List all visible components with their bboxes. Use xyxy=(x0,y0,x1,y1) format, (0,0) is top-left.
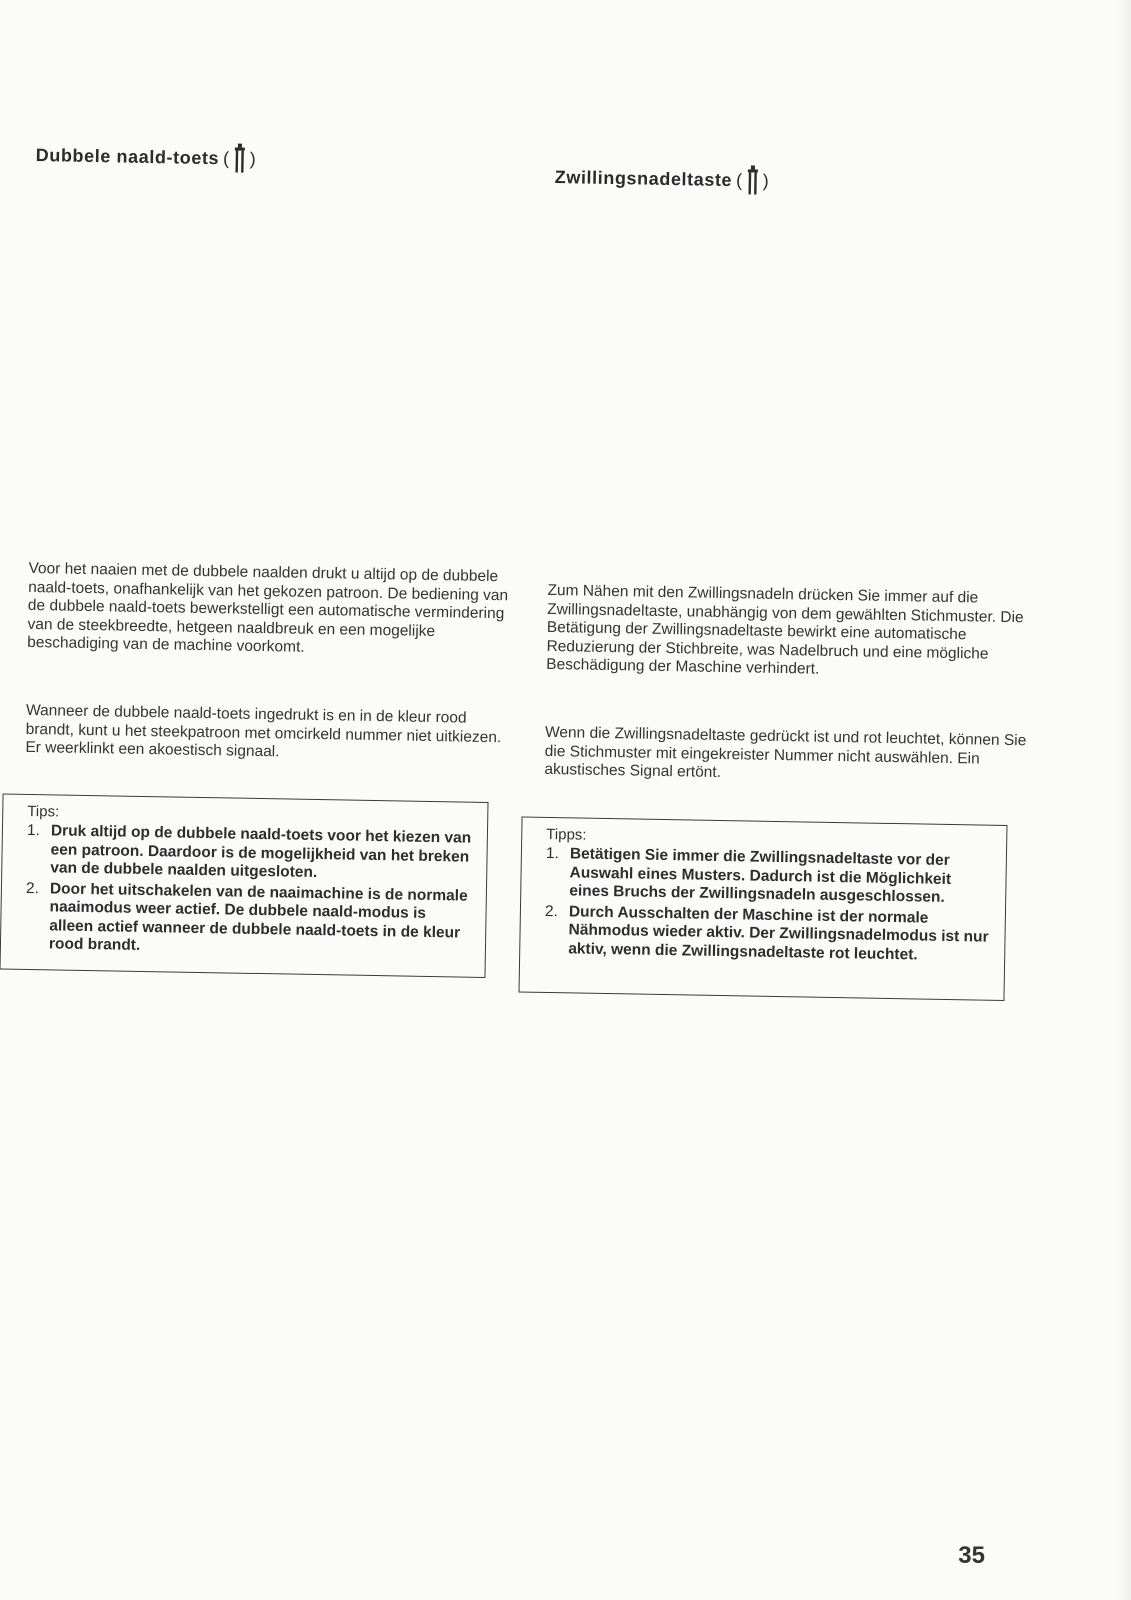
tip-number: 1. xyxy=(545,844,560,863)
tip-number: 1. xyxy=(26,821,41,840)
list-item xyxy=(545,845,994,908)
german-tips-title: Tipps: xyxy=(546,825,587,844)
german-heading-paren-close: ) xyxy=(762,170,770,191)
dutch-tips-list xyxy=(25,822,475,961)
page-number: 35 xyxy=(958,1542,985,1569)
twin-needle-icon xyxy=(746,165,759,195)
twin-needle-icon xyxy=(233,143,246,173)
dutch-column xyxy=(25,140,525,954)
german-tips-list xyxy=(544,845,994,966)
german-paragraph-2: Wenn die Zwillingsnadeltaste gedrückt ist und rot leuchtet, können Sie die Stichmuster mit eingekreister Nummer nicht auswählen. Ein akustisches Signal ertönt. xyxy=(544,723,1027,781)
dutch-paragraph-1: Voor het naaien met de dubbele naalden drukt u altijd op de dubbele naald-toets, onafhankelijk van het gekozen patroon. De bediening van de dubbele naald-toets bewerkstelligt een automatische vermindering van de steekbreedte, hetgeen naaldbreuk en een mogelijke beschadiging van de machine voorkomt. xyxy=(27,559,509,656)
dutch-tips-title: Tips: xyxy=(27,802,60,821)
tip-number: 2. xyxy=(25,879,40,897)
tip-text: Betätigen Sie immer die Zwillingsnadeltaste vor der Auswahl eines Musters. Dadurch ist die Möglichkeit eines Bruchs der Zwillingsnadeln ausgeschlossen. xyxy=(569,845,952,906)
dutch-heading-paren-close: ) xyxy=(249,148,257,169)
tip-number: 2. xyxy=(544,902,559,920)
german-heading-text: Zwillingsnadeltaste xyxy=(554,166,733,190)
german-tips-box xyxy=(519,817,1008,1001)
tip-text: Durch Ausschalten der Maschine ist der normale Nähmodus wieder aktiv. Der Zwillingsnadelmodus ist nur aktiv, wenn die Zwillingsnadeltaste rot leuchtet. xyxy=(568,902,989,963)
german-heading xyxy=(554,162,1044,201)
dutch-heading xyxy=(35,140,525,179)
german-paragraph-1: Zum Nähen mit den Zwillingsnadeln drücken Sie immer auf die Zwillingsnadeltaste, unabhängig von dem gewählten Stichmuster. Die Betätigung der Zwillingsnadeltaste bewirkt eine automatische Reduzierung der Stichbreite, was Nadelbruch und eine mögliche Beschädigung der Maschine verhindert. xyxy=(546,581,1024,678)
dutch-heading-text: Dubbele naald-toets xyxy=(35,144,220,168)
dutch-tips-box xyxy=(0,794,489,978)
tip-text: Druk altijd op de dubbele naald-toets voor het kiezen van een patroon. Daardoor is de mogelijkheid van het breken van de dubbele naalden uitgesloten. xyxy=(50,822,472,882)
list-item xyxy=(544,902,993,965)
dutch-heading-paren-open: ( xyxy=(222,147,230,168)
scan-edge-shadow xyxy=(1117,0,1131,1600)
list-item xyxy=(26,822,475,885)
german-column xyxy=(544,162,1044,963)
german-heading-paren-open: ( xyxy=(735,169,743,190)
tip-text: Door het uitschakelen van de naaimachine is de normale naaimodus weer actief. De dubbele naald-modus is alleen actief wanneer de dubbele naald-toets in de kleur rood brandt. xyxy=(48,879,468,954)
dutch-paragraph-2: Wanneer de dubbele naald-toets ingedrukt is en in de kleur rood brandt, kunt u het steekpatroon met omcirkeld nummer niet uitkiezen. Er weerklinkt een akoestisch signaal. xyxy=(25,701,502,761)
list-item xyxy=(25,879,474,961)
